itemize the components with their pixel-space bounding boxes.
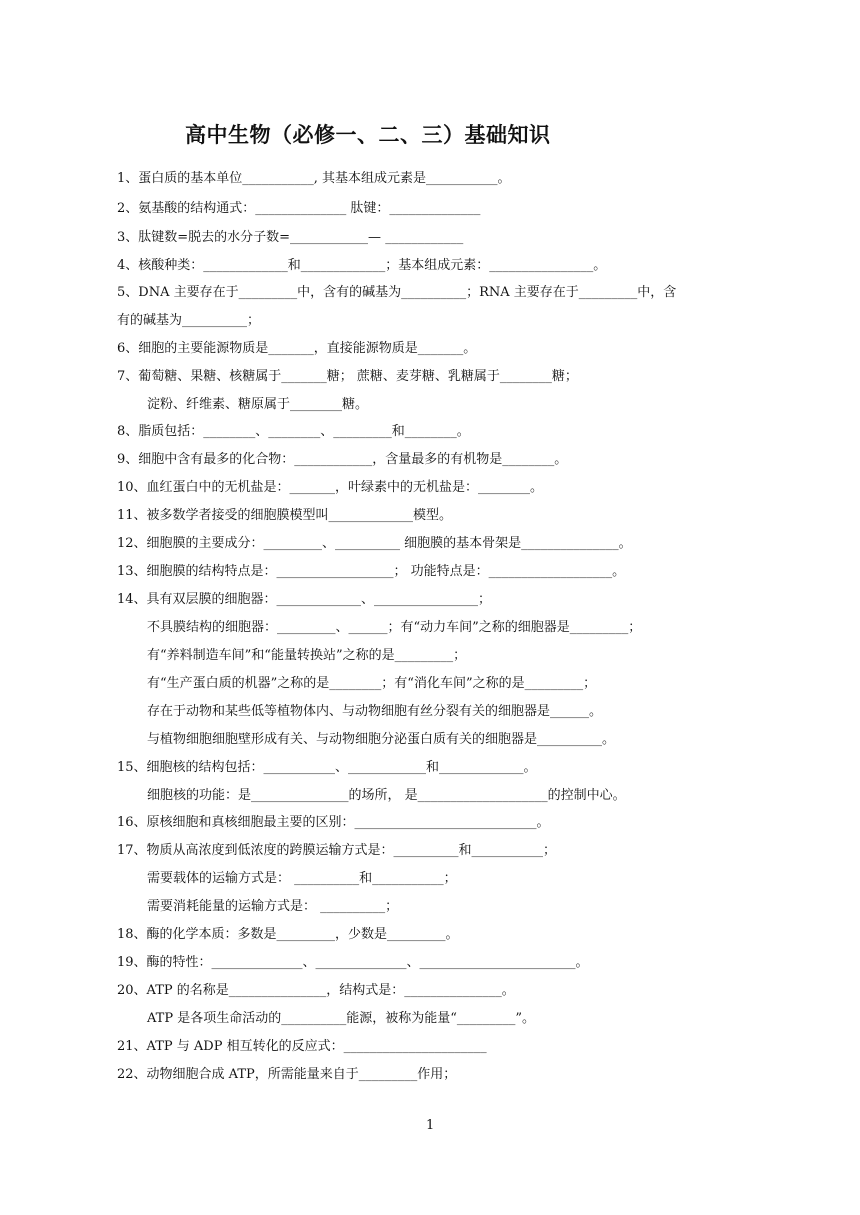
page-number: 1 <box>426 1118 435 1133</box>
question-7-continued: 淀粉、纤维素、糖原属于________糖。 <box>147 397 369 412</box>
question-19: 19、酶的特性：______________、______________、________________________。 <box>117 955 589 970</box>
question-17-part-2: 需要载体的运输方式是： __________和___________； <box>147 871 457 886</box>
question-15-continued: 细胞核的功能：是_______________的场所， 是____________________的控制中心。 <box>147 788 626 803</box>
question-18: 18、酶的化学本质：多数是_________，少数是_________。 <box>117 927 459 942</box>
question-22: 22、动物细胞合成 ATP，所需能量来自于_________作用； <box>117 1067 457 1082</box>
question-9: 9、细胞中含有最多的化合物：____________，含量最多的有机物是________。 <box>117 452 568 467</box>
question-14-part-5: 存在于动物和某些低等植物体内、与动物细胞有丝分裂有关的细胞器是______。 <box>147 704 603 719</box>
question-12: 12、细胞膜的主要成分：_________、__________ 细胞膜的基本骨架是_______________。 <box>117 536 632 551</box>
question-13: 13、细胞膜的结构特点是：__________________； 功能特点是：___________________。 <box>117 564 626 579</box>
question-2: 2、氨基酸的结构通式：______________ 肽键：______________ <box>117 201 481 216</box>
document-title: 高中生物（必修一、二、三）基础知识 <box>185 122 551 147</box>
question-5: 5、DNA 主要存在于_________中，含有的碱基为__________；RNA 主要存在于_________中，含 <box>117 285 677 300</box>
question-14-part-2: 不具膜结构的细胞器：_________、______；有“动力车间”之称的细胞器是_________； <box>147 620 642 635</box>
question-17: 17、物质从高浓度到低浓度的跨膜运输方式是：__________和___________； <box>117 843 557 858</box>
question-5-continued: 有的碱基为__________； <box>117 313 261 328</box>
question-15: 15、细胞核的结构包括：___________、____________和_____________。 <box>117 760 537 775</box>
question-8: 8、脂质包括：________、________、_________和________。 <box>117 424 470 439</box>
question-4: 4、核酸种类：_____________和_____________；基本组成元素：________________。 <box>117 258 607 273</box>
question-6: 6、细胞的主要能源物质是_______，直接能源物质是_______。 <box>117 341 477 356</box>
question-21: 21、ATP 与 ADP 相互转化的反应式：______________________ <box>117 1039 487 1054</box>
question-10: 10、血红蛋白中的无机盐是：_______，叶绿素中的无机盐是：________。 <box>117 480 544 495</box>
question-14-part-3: 有“养料制造车间”和“能量转换站”之称的是_________； <box>147 648 467 663</box>
question-14: 14、具有双层膜的细胞器：_____________、________________； <box>117 592 492 607</box>
question-14-part-4: 有“生产蛋白质的机器”之称的是________；有“消化车间”之称的是_________； <box>147 676 597 691</box>
question-16: 16、原核细胞和真核细胞最主要的区别：____________________________。 <box>117 815 550 830</box>
question-7: 7、葡萄糖、果糖、核糖属于_______糖； 蔗糖、麦芽糖、乳糖属于________糖； <box>117 369 578 384</box>
question-11: 11、被多数学者接受的细胞膜模型叫_____________模型。 <box>117 508 453 523</box>
question-20: 20、ATP 的名称是_______________，结构式是：_______________。 <box>117 983 515 998</box>
question-1: 1、蛋白质的基本单位___________, 其基本组成元素是___________。 <box>117 171 511 186</box>
question-14-part-6: 与植物细胞细胞壁形成有关、与动物细胞分泌蛋白质有关的细胞器是__________。 <box>147 732 616 747</box>
question-20-continued: ATP 是各项生命活动的__________能源，被称为能量“_________”。 <box>147 1011 536 1026</box>
question-17-part-3: 需要消耗能量的运输方式是： __________； <box>147 899 399 914</box>
question-3: 3、肽键数=脱去的水分子数=____________— ____________ <box>117 230 464 245</box>
